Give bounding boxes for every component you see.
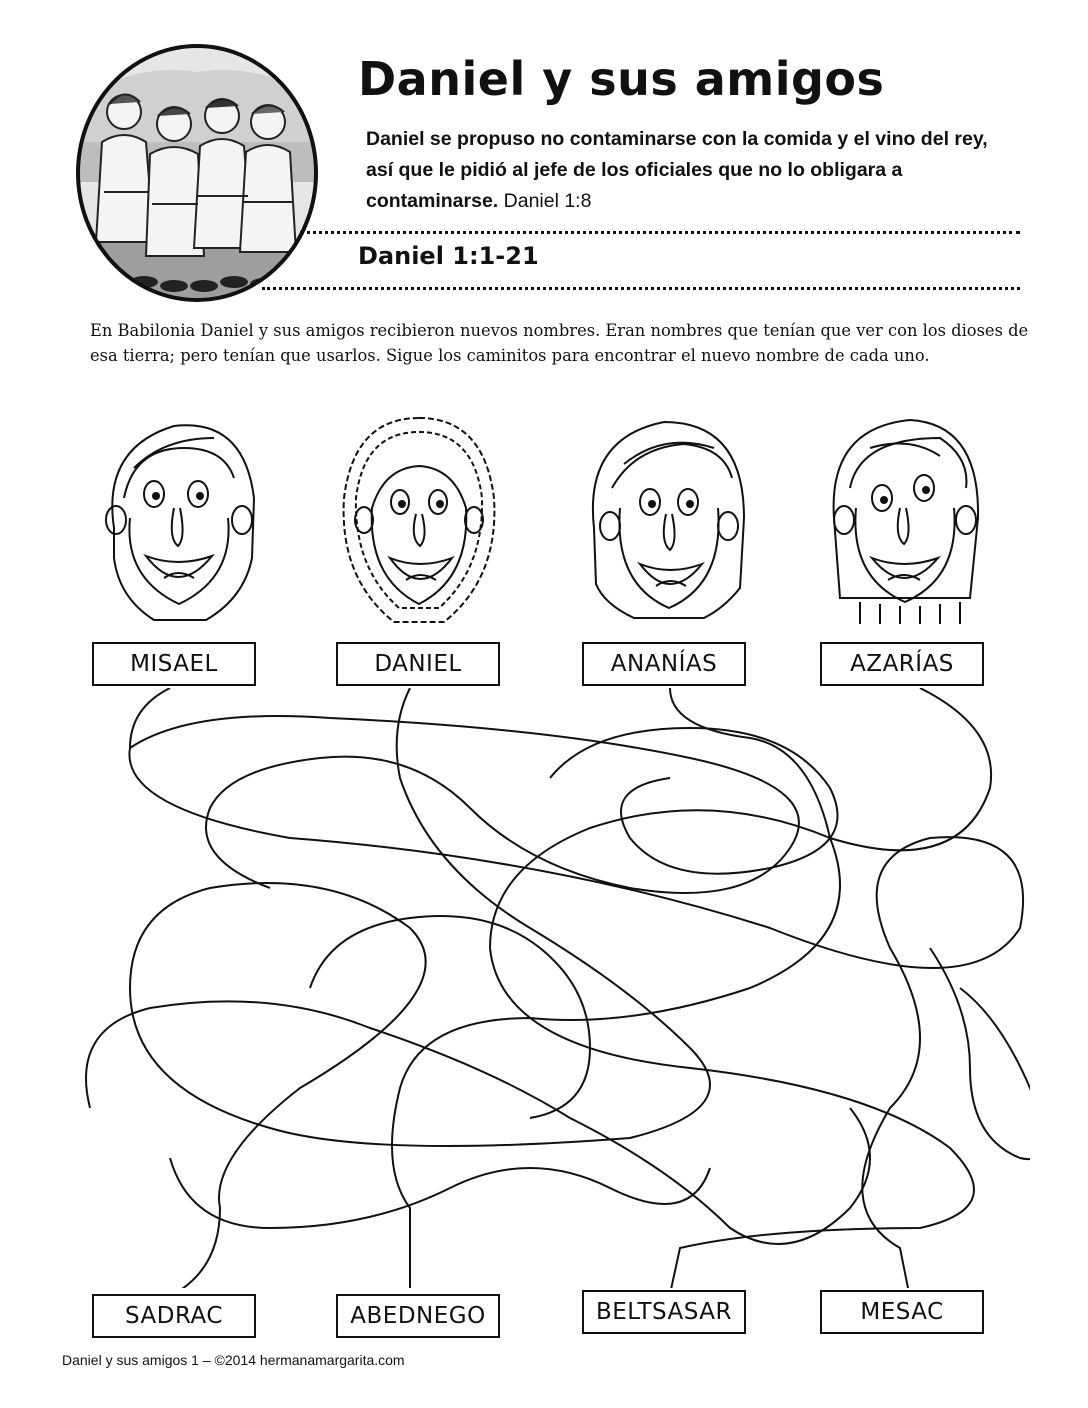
name-box-misael[interactable]: MISAEL	[92, 642, 256, 686]
name-box-abednego[interactable]: ABEDNEGO	[336, 1294, 500, 1338]
boy-face-long-hair-icon	[584, 408, 754, 628]
name-box-beltsasar[interactable]: BELTSASAR	[582, 1290, 746, 1334]
verse-reference: Daniel 1:8	[503, 190, 592, 212]
name-box-daniel[interactable]: DANIEL	[336, 642, 500, 686]
verse-text: Daniel se propuso no contaminarse con la comida y el vino del rey, así que le pidió al jefe de los oficiales que no lo obligara a contaminarse.	[366, 128, 988, 212]
tangled-paths-maze[interactable]	[70, 688, 1030, 1288]
path-daniel	[130, 688, 710, 1288]
boy-face-curly-hair-icon	[334, 408, 504, 628]
name-box-ananias[interactable]: ANANÍAS	[582, 642, 746, 686]
path-azarias	[490, 688, 991, 1288]
dotted-divider	[300, 231, 1020, 234]
footer-credit: Daniel y sus amigos 1 – ©2014 hermanamargarita.com	[62, 1352, 405, 1368]
memory-verse	[366, 124, 1006, 217]
path-ananias	[392, 688, 840, 1288]
page-title: Daniel y sus amigos	[358, 52, 885, 106]
name-box-sadrac[interactable]: SADRAC	[92, 1294, 256, 1338]
passage-reference: Daniel 1:1-21	[358, 242, 539, 270]
dotted-divider	[262, 287, 1020, 290]
instructions-text: En Babilonia Daniel y sus amigos recibieron nuevos nombres. Eran nombres que tenían que ver con los dioses de esa tierra; pero tenían que usarlos. Sigue los caminitos para encontrar el nuevo nombre de cada uno.	[90, 321, 1029, 365]
four-friends-illustration-icon	[74, 42, 320, 304]
name-box-azarias[interactable]: AZARÍAS	[820, 642, 984, 686]
boy-face-side-part-icon	[820, 408, 990, 628]
path-misael	[129, 688, 1023, 1288]
name-box-mesac[interactable]: MESAC	[820, 1290, 984, 1334]
boy-face-straight-hair-icon	[94, 408, 264, 628]
